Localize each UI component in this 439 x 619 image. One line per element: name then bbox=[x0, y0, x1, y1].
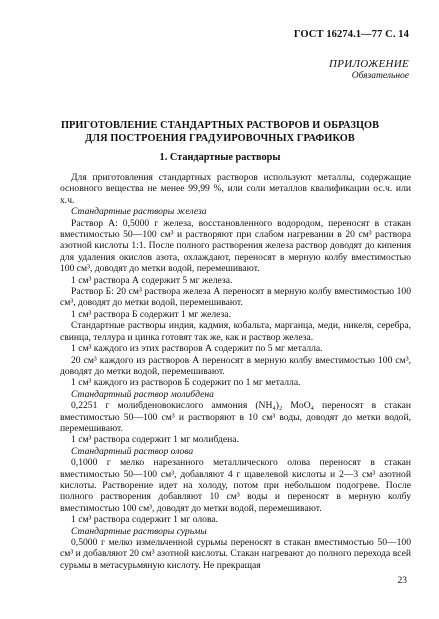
body-paragraph: Раствор А: 0,5000 г железа, восстановленного водородом, переносят в стакан вместимостью 50—100 см³ и растворяют при слабом нагревании в 20 см³ раствора азотной кислоты 1:1. После полного растворения железа раствор доводят до кипения для удаления окислов азота, охлаждают, переносят в мерную колбу вместимостью 100 см³, доводят до метки водой, перемешивают. bbox=[60, 217, 411, 275]
document-body bbox=[60, 172, 411, 571]
body-paragraph: 20 см³ каждого из растворов А переносят в мерную колбу вместимостью 100 см³, доводят до метки водой, перемешивают. bbox=[60, 354, 411, 377]
body-paragraph: 1 см³ раствора содержит 1 мг олова. bbox=[71, 514, 219, 526]
body-paragraph: 1 см³ раствора А содержит 5 мг железа. bbox=[71, 274, 233, 286]
title-line: ПРИГОТОВЛЕНИЕ СТАНДАРТНЫХ РАСТВОРОВ И ОБРАЗЦОВ bbox=[60, 120, 380, 131]
body-paragraph: Для приготовления стандартных растворов используют металлы, содержащие основного вещества не менее 99,99 %, или соли металлов квалификации ос.ч. или х.ч. bbox=[60, 172, 411, 206]
body-paragraph: 1 см³ каждого из растворов Б содержит по 1 мг металла. bbox=[71, 377, 301, 389]
page-number: 23 bbox=[397, 576, 407, 586]
body-paragraph: 1 см³ каждого из этих растворов А содержит по 5 мг металла. bbox=[71, 343, 323, 355]
body-paragraph: 0,2251 г молибденовокислого аммония (NH₄)₂ MoO₄ переносят в стакан вместимостью 50—100 см³ и растворяют в 10 см³ воды, доводят до метки водой, перемешивают. bbox=[60, 400, 411, 434]
body-paragraph: 0,5000 г мелко измельченной сурьмы переносят в стакан вместимостью 50—100 см³ и добавляют 20 см³ азотной кислоты. Стакан нагревают до полного перехода всей сурьмы в метасурьмяную кислоту. Не прекращая bbox=[60, 537, 411, 571]
appendix-label bbox=[329, 58, 409, 82]
body-paragraph: 1 см³ раствора содержит 1 мг молибдена. bbox=[71, 434, 239, 446]
subheading-molybdenum: Стандартный раствор молибдена bbox=[71, 388, 214, 400]
appendix-subtitle: Обязательное bbox=[351, 71, 409, 81]
body-paragraph: Раствор Б: 20 см³ раствора железа А переносят в мерную колбу вместимостью 100 см³, доводят до метки водой, перемешивают. bbox=[60, 286, 411, 309]
subheading-antimony: Стандартные растворы сурьмы bbox=[71, 525, 207, 537]
body-paragraph: Стандартные растворы индия, кадмия, кобальта, марганца, меди, никеля, серебра, свинца, теллура и цинка готовят так же, как и раствор железа. bbox=[60, 320, 411, 343]
body-paragraph: 1 см³ раствора Б содержит 1 мг железа. bbox=[71, 308, 231, 320]
subheading-tin: Стандартный раствор олова bbox=[71, 445, 194, 457]
appendix-title: ПРИЛОЖЕНИЕ bbox=[329, 58, 409, 70]
title-line: ДЛЯ ПОСТРОЕНИЯ ГРАДУИРОВОЧНЫХ ГРАФИКОВ bbox=[85, 133, 355, 144]
standard-header: ГОСТ 16274.1—77 С. 14 bbox=[293, 29, 409, 40]
document-title bbox=[40, 119, 400, 145]
subheading-iron: Стандартные растворы железа bbox=[71, 206, 207, 218]
section-heading: 1. Стандартные растворы bbox=[159, 152, 281, 163]
body-paragraph: 0,1000 г мелко нарезанного металлического олова переносят в стакан вместимостью 50—100 см³, добавляют 4 г щавелевой кислоты и 2—3 см³ азотной кислоты. Растворение идет на холоду, потом при небольшом подогреве. После полного растворения добавляют 10 см³ воды и переносят в мерную колбу вместимостью 100 см³, доводят до метки водой, перемешивают. bbox=[60, 457, 411, 514]
